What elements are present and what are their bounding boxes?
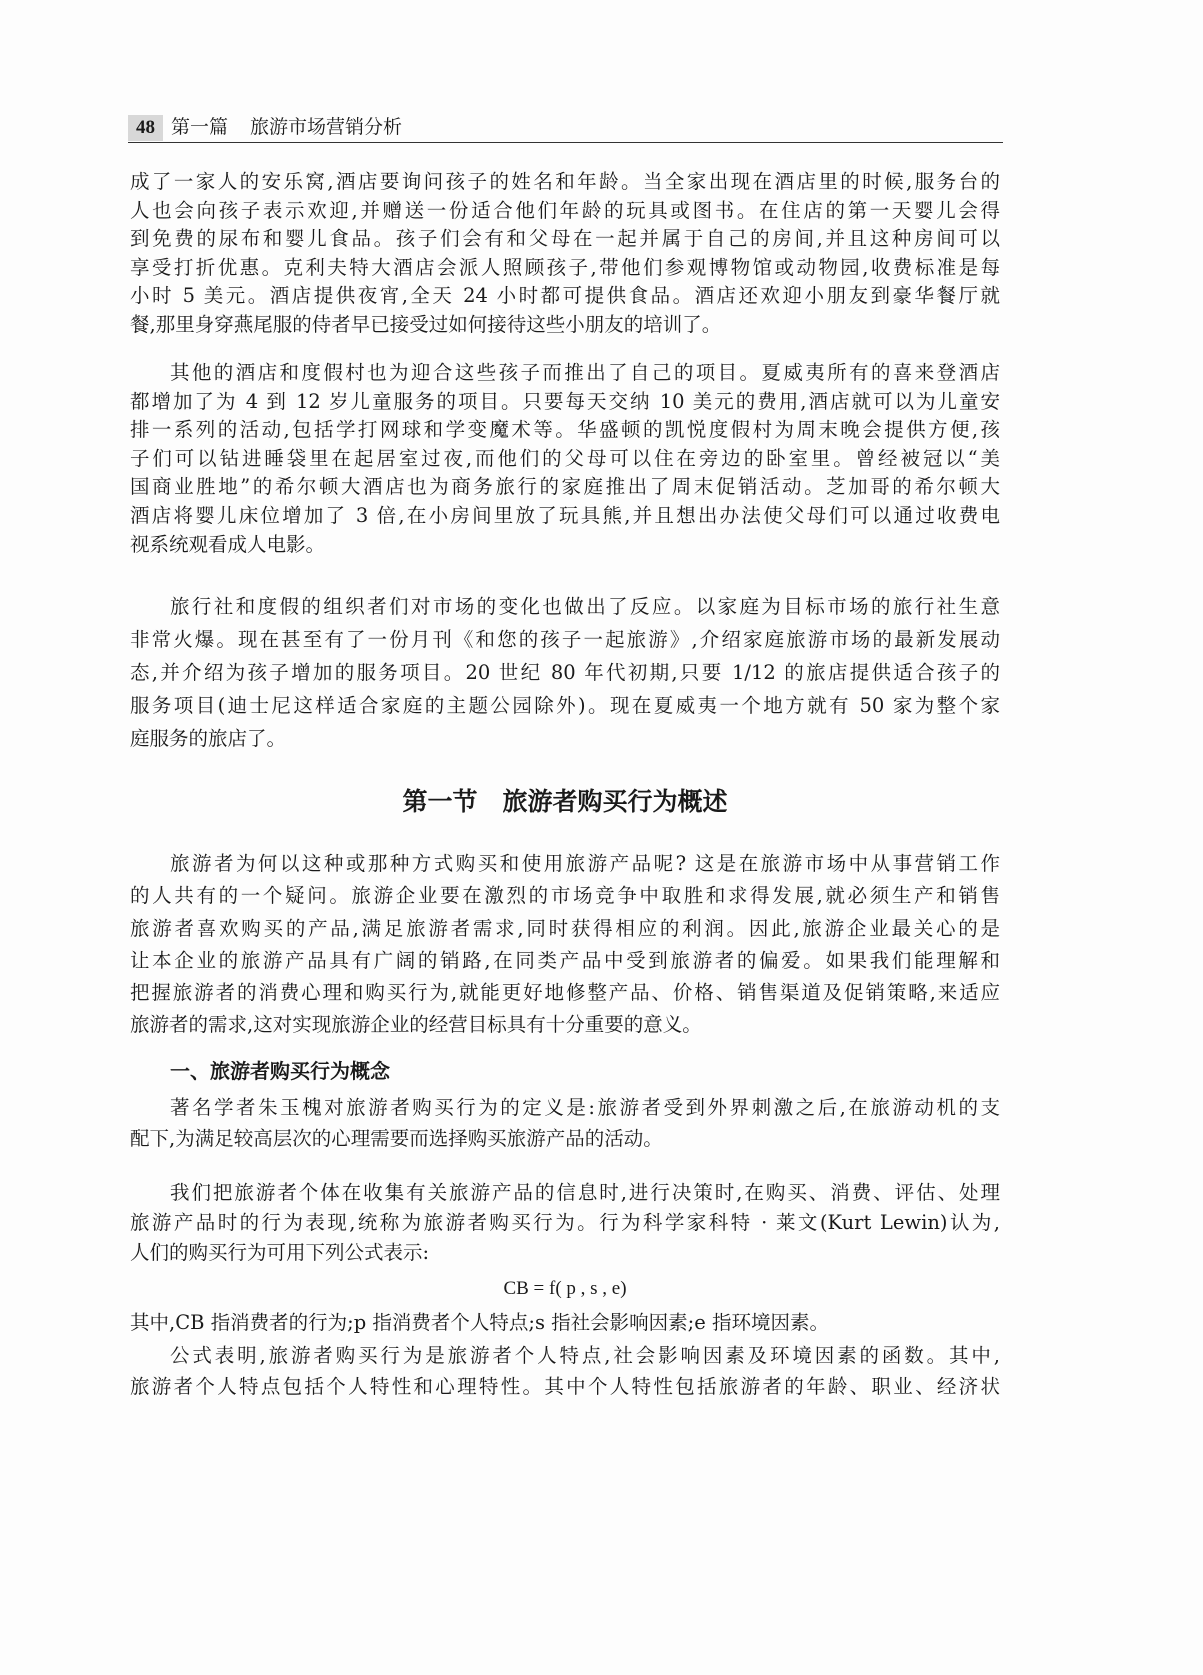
formula: CB = f( p , s , e) [503, 1278, 627, 1299]
text-line: 庭服务的旅店了。 [130, 727, 287, 750]
text-line: 其中,CB 指消费者的行为;p 指消费者个人特点;s 指社会影响因素;e 指环境因素。 [130, 1311, 829, 1334]
text-line: 人们的购买行为可用下列公式表示: [130, 1241, 430, 1264]
text-line: 让本企业的旅游产品具有广阔的销路,在同类产品中受到旅游者的偏爱。如果我们能理解和 [130, 948, 1000, 972]
text-line: 著名学者朱玉槐对旅游者购买行为的定义是:旅游者受到外界刺激之后,在旅游动机的支 [170, 1096, 1000, 1119]
paragraph [130, 168, 1000, 339]
page-number: 48 [128, 115, 163, 141]
text-line: 旅游者的需求,这对实现旅游企业的经营目标具有十分重要的意义。 [130, 1013, 702, 1037]
text-line: 态,并介绍为孩子增加的服务项目。20 世纪 80 年代初期,只要 1/12 的旅店提供适合孩子的 [130, 661, 1000, 684]
text-line: 旅行社和度假的组织者们对市场的变化也做出了反应。以家庭为目标市场的旅行社生意 [170, 595, 1000, 618]
text-line: 国商业胜地”的希尔顿大酒店也为商务旅行的家庭推出了周末促销活动。芝加哥的希尔顿大 [130, 475, 1000, 499]
text-line: 配下,为满足较高层次的心理需要而选择购买旅游产品的活动。 [130, 1127, 663, 1150]
text-line: 旅游者个人特点包括个人特性和心理特性。其中个人特性包括旅游者的年龄、职业、经济状 [130, 1375, 1000, 1398]
text-line: 视系统观看成人电影。 [130, 532, 326, 556]
section-title: 第一节 旅游者购买行为概述 [402, 787, 728, 816]
paragraph [130, 590, 1000, 755]
text-line: 成了一家人的安乐窝,酒店要询问孩子的姓名和年龄。当全家出现在酒店里的时候,服务台的 [130, 170, 1000, 193]
text-line: 酒店将婴儿床位增加了 3 倍,在小房间里放了玩具熊,并且想出办法使父母们可以通过收费电 [130, 503, 1000, 527]
text-line: 到免费的尿布和婴儿食品。孩子们会有和父母在一起并属于自己的房间,并且这种房间可以 [130, 227, 1000, 250]
text-line: 服务项目(迪士尼这样适合家庭的主题公园除外)。现在夏威夷一个地方就有 50 家为整个家 [130, 694, 1000, 717]
text-line: 旅游者为何以这种或那种方式购买和使用旅游产品呢? 这是在旅游市场中从事营销工作 [170, 852, 1000, 875]
text-line: 旅游产品时的行为表现,统称为旅游者购买行为。行为科学家科特 · 莱文(Kurt Lewin)认为, [130, 1211, 1000, 1234]
text-line: 非常火爆。现在甚至有了一份月刊《和您的孩子一起旅游》,介绍家庭旅游市场的最新发展动 [130, 628, 1000, 651]
text-line: 我们把旅游者个体在收集有关旅游产品的信息时,进行决策时,在购买、消费、评估、处理 [170, 1181, 1000, 1204]
text-line: 把握旅游者的消费心理和购买行为,就能更好地修整产品、价格、销售渠道及促销策略,来适应 [130, 981, 1000, 1005]
text-line: 小时 5 美元。酒店提供夜宵,全天 24 小时都可提供食品。酒店还欢迎小朋友到豪华餐厅就 [130, 284, 1000, 307]
text-line: 的人共有的一个疑问。旅游企业要在激烈的市场竞争中取胜和求得发展,就必须生产和销售 [130, 884, 1000, 908]
paragraph [130, 1308, 1000, 1338]
paragraph [130, 359, 1000, 559]
part-title: 旅游市场营销分析 [250, 116, 403, 138]
part-label: 第一篇 [171, 116, 229, 138]
paragraph [130, 1092, 1000, 1154]
text-line: 都增加了为 4 到 12 岁儿童服务的项目。只要每天交纳 10 美元的费用,酒店就可以为儿童安 [130, 389, 1000, 413]
paragraph [130, 848, 1000, 1042]
text-line: 旅游者喜欢购买的产品,满足旅游者需求,同时获得相应的利润。因此,旅游企业最关心的是 [130, 916, 1000, 940]
text-line: 排一系列的活动,包括学打网球和学变魔术等。华盛顿的凯悦度假村为周末晚会提供方便,孩 [130, 418, 1000, 442]
text-line: 公式表明,旅游者购买行为是旅游者个人特点,社会影响因素及环境因素的函数。其中, [170, 1344, 1000, 1367]
running-header [128, 114, 1003, 143]
subheading: 一、旅游者购买行为概念 [170, 1059, 390, 1083]
text-line: 人也会向孩子表示欢迎,并赠送一份适合他们年龄的玩具或图书。在住店的第一天婴儿会得 [130, 198, 1000, 222]
text-line: 子们可以钻进睡袋里在起居室过夜,而他们的父母可以住在旁边的卧室里。曾经被冠以“美 [130, 446, 1000, 470]
paragraph [130, 1340, 1000, 1402]
text-line: 餐,那里身穿燕尾服的侍者早已接受过如何接待这些小朋友的培训了。 [130, 312, 722, 336]
paragraph [130, 1178, 1000, 1268]
text-line: 享受打折优惠。克利夫特大酒店会派人照顾孩子,带他们参观博物馆或动物园,收费标准是每 [130, 255, 1000, 279]
text-line: 其他的酒店和度假村也为迎合这些孩子而推出了自己的项目。夏威夷所有的喜来登酒店 [170, 361, 1000, 384]
